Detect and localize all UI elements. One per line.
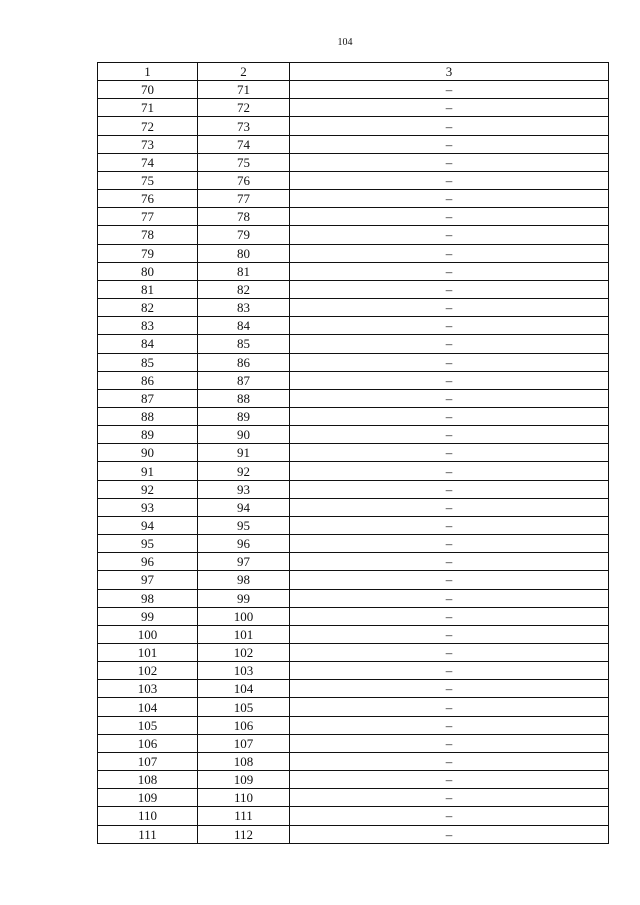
table-row — [98, 190, 609, 208]
table-cell-col3: – — [290, 444, 609, 462]
table-cell-col2: 107 — [198, 734, 290, 752]
table-cell-col3: – — [290, 625, 609, 643]
table-row — [98, 99, 609, 117]
table-cell-col1: 109 — [98, 789, 198, 807]
table-row — [98, 353, 609, 371]
table-row — [98, 226, 609, 244]
table-cell-col2: 87 — [198, 371, 290, 389]
table-cell-col2: 103 — [198, 662, 290, 680]
table-cell-col3: – — [290, 226, 609, 244]
table-cell-col1: 82 — [98, 299, 198, 317]
table-cell-col2: 72 — [198, 99, 290, 117]
table-cell-col1: 76 — [98, 190, 198, 208]
table-row — [98, 607, 609, 625]
table-row — [98, 171, 609, 189]
table-cell-col3: – — [290, 498, 609, 516]
table-cell-col1: 105 — [98, 716, 198, 734]
table-row — [98, 153, 609, 171]
table-cell-col2: 73 — [198, 117, 290, 135]
table-cell-col1: 85 — [98, 353, 198, 371]
table-cell-col3: – — [290, 426, 609, 444]
table-cell-col3: – — [290, 535, 609, 553]
table-cell-col2: 82 — [198, 280, 290, 298]
table-cell-col3: – — [290, 607, 609, 625]
table-cell-col3: – — [290, 299, 609, 317]
table-cell-col3: – — [290, 680, 609, 698]
column-header-2: 2 — [198, 63, 290, 81]
table-cell-col3: – — [290, 280, 609, 298]
table-cell-col3: – — [290, 516, 609, 534]
table-cell-col2: 111 — [198, 807, 290, 825]
table-cell-col3: – — [290, 335, 609, 353]
table-header-row — [98, 63, 609, 81]
table-cell-col1: 77 — [98, 208, 198, 226]
table-cell-col1: 75 — [98, 171, 198, 189]
table-row — [98, 407, 609, 425]
table-cell-col3: – — [290, 825, 609, 843]
table-cell-col2: 89 — [198, 407, 290, 425]
table-cell-col1: 100 — [98, 625, 198, 643]
table-row — [98, 462, 609, 480]
table-cell-col2: 102 — [198, 644, 290, 662]
table-cell-col2: 112 — [198, 825, 290, 843]
table-cell-col3: – — [290, 389, 609, 407]
table-row — [98, 807, 609, 825]
table-cell-col1: 99 — [98, 607, 198, 625]
table-cell-col2: 99 — [198, 589, 290, 607]
table-row — [98, 135, 609, 153]
table-row — [98, 535, 609, 553]
data-table-container — [97, 62, 608, 844]
table-cell-col2: 109 — [198, 771, 290, 789]
table-row — [98, 480, 609, 498]
table-cell-col1: 84 — [98, 335, 198, 353]
table-cell-col1: 97 — [98, 571, 198, 589]
table-cell-col1: 106 — [98, 734, 198, 752]
table-cell-col2: 77 — [198, 190, 290, 208]
data-table — [97, 62, 609, 844]
table-cell-col1: 81 — [98, 280, 198, 298]
table-cell-col2: 80 — [198, 244, 290, 262]
table-cell-col1: 102 — [98, 662, 198, 680]
table-cell-col1: 87 — [98, 389, 198, 407]
table-cell-col3: – — [290, 81, 609, 99]
table-cell-col2: 90 — [198, 426, 290, 444]
table-cell-col3: – — [290, 262, 609, 280]
table-row — [98, 117, 609, 135]
table-cell-col3: – — [290, 353, 609, 371]
table-cell-col2: 98 — [198, 571, 290, 589]
table-cell-col1: 94 — [98, 516, 198, 534]
table-cell-col1: 95 — [98, 535, 198, 553]
table-cell-col1: 107 — [98, 752, 198, 770]
table-row — [98, 299, 609, 317]
table-cell-col3: – — [290, 208, 609, 226]
table-cell-col1: 98 — [98, 589, 198, 607]
table-row — [98, 389, 609, 407]
table-cell-col2: 71 — [198, 81, 290, 99]
table-cell-col1: 96 — [98, 553, 198, 571]
table-cell-col2: 92 — [198, 462, 290, 480]
table-row — [98, 81, 609, 99]
table-cell-col1: 83 — [98, 317, 198, 335]
table-cell-col1: 74 — [98, 153, 198, 171]
page-number: 104 — [337, 37, 353, 48]
table-cell-col3: – — [290, 462, 609, 480]
table-cell-col2: 97 — [198, 553, 290, 571]
table-cell-col2: 75 — [198, 153, 290, 171]
table-row — [98, 680, 609, 698]
table-cell-col3: – — [290, 153, 609, 171]
table-row — [98, 716, 609, 734]
table-cell-col3: – — [290, 571, 609, 589]
table-row — [98, 553, 609, 571]
table-cell-col3: – — [290, 789, 609, 807]
table-cell-col3: – — [290, 371, 609, 389]
table-cell-col1: 86 — [98, 371, 198, 389]
table-row — [98, 571, 609, 589]
table-row — [98, 752, 609, 770]
table-cell-col3: – — [290, 480, 609, 498]
table-cell-col3: – — [290, 190, 609, 208]
table-cell-col1: 110 — [98, 807, 198, 825]
table-cell-col3: – — [290, 716, 609, 734]
table-cell-col2: 104 — [198, 680, 290, 698]
table-cell-col2: 74 — [198, 135, 290, 153]
column-header-3: 3 — [290, 63, 609, 81]
table-cell-col1: 103 — [98, 680, 198, 698]
table-row — [98, 771, 609, 789]
table-row — [98, 644, 609, 662]
table-cell-col3: – — [290, 317, 609, 335]
table-cell-col2: 83 — [198, 299, 290, 317]
table-cell-col3: – — [290, 407, 609, 425]
table-row — [98, 789, 609, 807]
table-cell-col2: 79 — [198, 226, 290, 244]
table-row — [98, 625, 609, 643]
table-cell-col3: – — [290, 117, 609, 135]
table-cell-col3: – — [290, 135, 609, 153]
table-cell-col2: 94 — [198, 498, 290, 516]
table-cell-col3: – — [290, 99, 609, 117]
table-cell-col3: – — [290, 698, 609, 716]
table-cell-col1: 72 — [98, 117, 198, 135]
table-cell-col1: 111 — [98, 825, 198, 843]
table-cell-col2: 81 — [198, 262, 290, 280]
table-row — [98, 662, 609, 680]
table-cell-col1: 91 — [98, 462, 198, 480]
table-cell-col2: 76 — [198, 171, 290, 189]
table-cell-col1: 104 — [98, 698, 198, 716]
table-cell-col2: 78 — [198, 208, 290, 226]
table-row — [98, 734, 609, 752]
table-cell-col3: – — [290, 771, 609, 789]
table-cell-col1: 79 — [98, 244, 198, 262]
table-cell-col3: – — [290, 244, 609, 262]
table-cell-col1: 89 — [98, 426, 198, 444]
table-cell-col2: 95 — [198, 516, 290, 534]
table-row — [98, 516, 609, 534]
table-row — [98, 825, 609, 843]
table-row — [98, 244, 609, 262]
table-cell-col3: – — [290, 807, 609, 825]
table-cell-col2: 88 — [198, 389, 290, 407]
table-row — [98, 335, 609, 353]
table-cell-col1: 71 — [98, 99, 198, 117]
table-cell-col1: 93 — [98, 498, 198, 516]
table-cell-col2: 100 — [198, 607, 290, 625]
table-cell-col2: 101 — [198, 625, 290, 643]
table-row — [98, 317, 609, 335]
table-cell-col3: – — [290, 589, 609, 607]
table-cell-col2: 96 — [198, 535, 290, 553]
table-cell-col2: 106 — [198, 716, 290, 734]
table-cell-col1: 88 — [98, 407, 198, 425]
table-cell-col2: 93 — [198, 480, 290, 498]
table-cell-col3: – — [290, 553, 609, 571]
table-cell-col2: 108 — [198, 752, 290, 770]
table-cell-col3: – — [290, 644, 609, 662]
table-cell-col1: 108 — [98, 771, 198, 789]
table-cell-col1: 90 — [98, 444, 198, 462]
table-cell-col1: 73 — [98, 135, 198, 153]
table-cell-col2: 84 — [198, 317, 290, 335]
table-cell-col2: 105 — [198, 698, 290, 716]
table-cell-col3: – — [290, 662, 609, 680]
table-row — [98, 698, 609, 716]
table-cell-col1: 78 — [98, 226, 198, 244]
table-cell-col2: 86 — [198, 353, 290, 371]
table-row — [98, 262, 609, 280]
table-row — [98, 589, 609, 607]
table-row — [98, 208, 609, 226]
column-header-1: 1 — [98, 63, 198, 81]
table-cell-col1: 70 — [98, 81, 198, 99]
table-row — [98, 498, 609, 516]
table-row — [98, 444, 609, 462]
table-cell-col3: – — [290, 171, 609, 189]
table-cell-col3: – — [290, 734, 609, 752]
table-cell-col1: 92 — [98, 480, 198, 498]
table-cell-col1: 101 — [98, 644, 198, 662]
table-row — [98, 280, 609, 298]
table-row — [98, 371, 609, 389]
table-cell-col2: 85 — [198, 335, 290, 353]
table-cell-col2: 91 — [198, 444, 290, 462]
table-cell-col1: 80 — [98, 262, 198, 280]
table-body — [98, 63, 609, 844]
table-cell-col2: 110 — [198, 789, 290, 807]
table-row — [98, 426, 609, 444]
table-cell-col3: – — [290, 752, 609, 770]
